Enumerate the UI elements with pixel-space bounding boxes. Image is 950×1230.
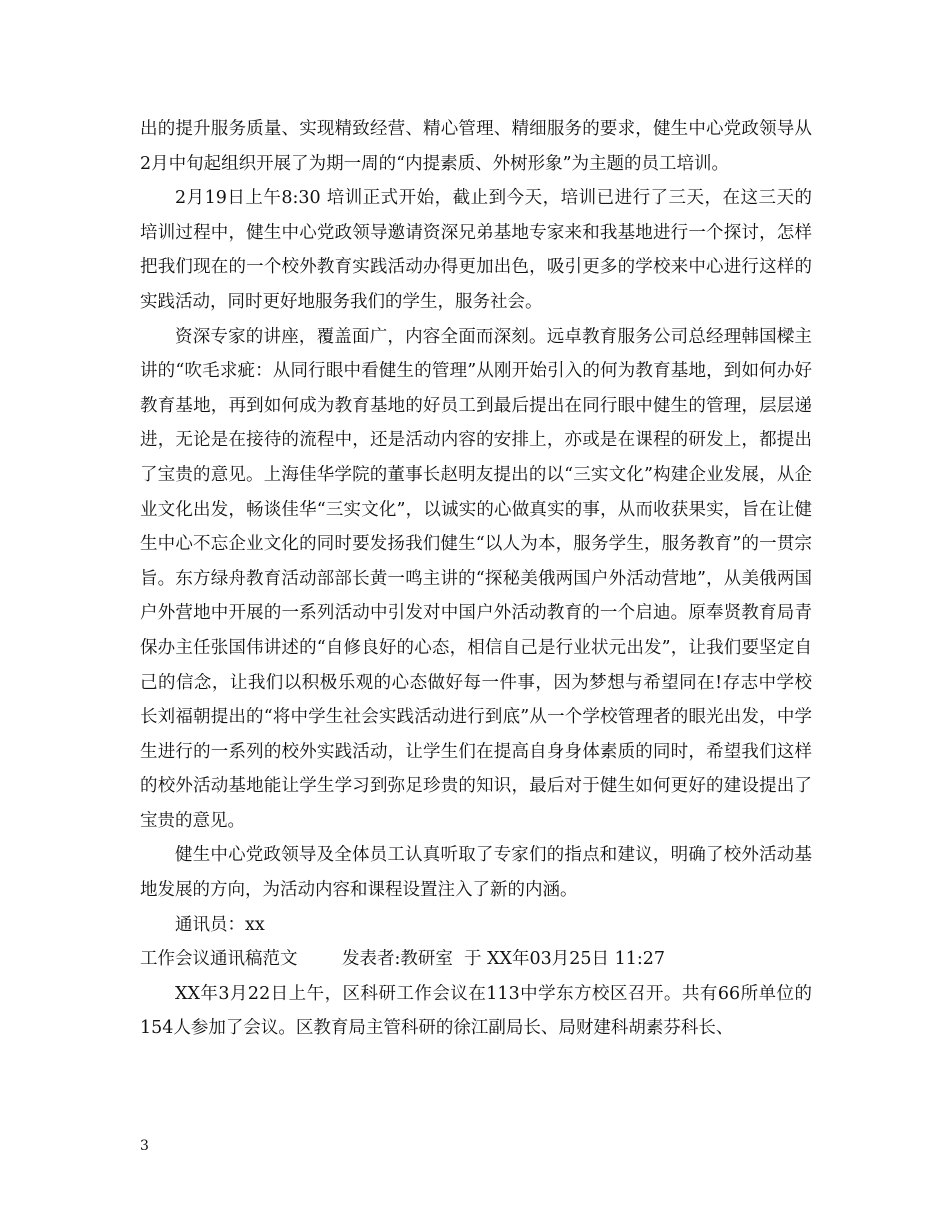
article-header	[140, 942, 812, 977]
paragraph-training-start: 2月19日上午8:30 培训正式开始，截止到今天，培训已进行了三天，在这三天的培训过程中，健生中心党政领导邀请资深兄弟基地专家来和我基地进行一个探讨，怎样把我们现在的一个校外教育实践活动办得更加出色，吸引更多的学校来中心进行这样的实践活动，同时更好地服务我们的学生，服务社会。	[140, 188, 812, 312]
document-body	[140, 112, 812, 1046]
article-publisher: 发表者:教研室 于 XX年03月25日 11:27	[342, 949, 666, 970]
paragraph-correspondent: 通讯员：xx	[175, 914, 265, 935]
paragraph-training-requirements: 出的提升服务质量、实现精致经营、精心管理、精细服务的要求，健生中心党政领导从2月中旬起组织开展了为期一周的“内提素质、外树形象”为主题的员工培训。	[140, 119, 812, 174]
page-number: 3	[140, 1138, 149, 1154]
paragraph-expert-lectures: 资深专家的讲座，覆盖面广，内容全面而深刻。远卓教育服务公司总经理韩国樑主讲的“吹毛求疵：从同行眼中看健生的管理”从刚开始引入的何为教育基地，到如何办好教育基地，再到如何成为教育基地的好员工到最后提出在同行眼中健生的管理，层层递进，无论是在接待的流程中，还是活动内容的安排上，亦或是在课程的研发上，都提出了宝贵的意见。上海佳华学院的董事长赵明友提出的以“三实文化”构建企业发展，从企业文化出发，畅谈佳华“三实文化”，以诚实的心做真实的事，从而收获果实，旨在让健生中心不忘企业文化的同时要发扬我们健生“以人为本，服务学生，服务教育”的一贯宗旨。东方绿舟教育活动部部长黄一鸣主讲的“探秘美俄两国户外活动营地”，从美俄两国户外营地中开展的一系列活动中引发对中国户外活动教育的一个启迪。原奉贤教育局青保办主任张国伟讲述的“自修良好的心态，相信自己是行业状元出发”，让我们要坚定自己的信念，让我们以积极乐观的心态做好每一件事，因为梦想与希望同在!存志中学校长刘福朝提出的“将中学生社会实践活动进行到底”从一个学校管理者的眼光出发，中学生进行的一系列的校外实践活动，让学生们在提高自身身体素质的同时，希望我们这样的校外活动基地能让学生学习到弥足珍贵的知识，最后对于健生如何更好的建设提出了宝贵的意见。	[140, 326, 812, 831]
paragraph-meeting-report: XX年3月22日上午，区科研工作会议在113中学东方校区召开。共有66所单位的154人参加了会议。区教育局主管科研的徐江副局长、局财建科胡素芬科长、	[140, 983, 812, 1039]
paragraph-staff-response: 健生中心党政领导及全体员工认真听取了专家们的指点和建议，明确了校外活动基地发展的方向，为活动内容和课程设置注入了新的内涵。	[140, 845, 812, 901]
article-title: 工作会议通讯稿范文	[140, 949, 298, 970]
